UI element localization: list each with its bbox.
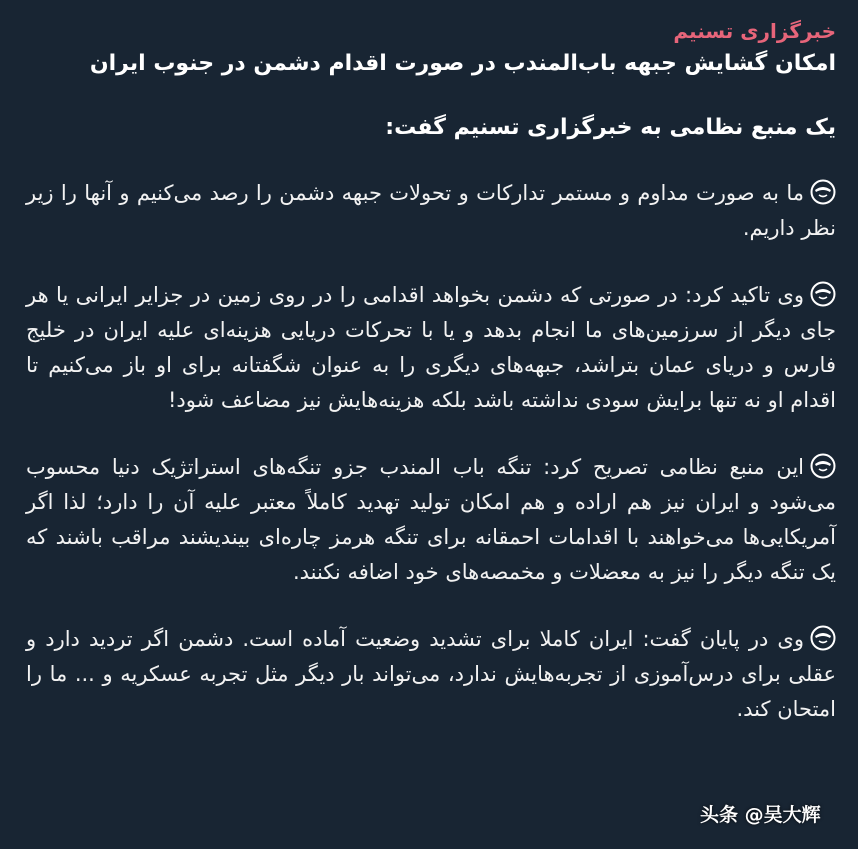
spacer bbox=[26, 144, 836, 176]
spacer bbox=[26, 418, 836, 450]
paragraph-text: این منبع نظامی تصریح کرد: تنگه باب المندب جزو تنگه‌های استراتژیک دنیا محسوب می‌شود و ایران نیز هم اراده و هم امکان تولید تهدید کاملاً معتبر علیه آن را دارد؛ لذا اگر آمریکایی‌ها می‌خواهند با اقدامات احمقانه برای تنگه هرمز چاره‌ای بیندیشند مراقب باشند که یک تنگه دیگر را نیز به معضلات و مخمصه‌های خود اضافه نکنند. bbox=[26, 455, 836, 584]
post-headline: امکان گشایش جبهه باب‌المندب در صورت اقدام دشمن در جنوب ایران bbox=[89, 51, 836, 76]
paragraph-text: وی در پایان گفت: ایران کاملا برای تشدید وضعیت آماده است. دشمن اگر تردید دارد و عقلی برای درس‌آموزی از تجربه‌هایش ندارد، می‌تواند بار دیگر مثل تجربه عسکریه و ... ما را امتحان کند. bbox=[26, 627, 836, 721]
spacer bbox=[26, 80, 836, 112]
paragraph-3 bbox=[26, 450, 836, 590]
soldier-emoji-icon bbox=[810, 179, 836, 205]
paragraph-2 bbox=[26, 278, 836, 418]
paragraph-4 bbox=[26, 622, 836, 727]
spacer bbox=[26, 590, 836, 622]
soldier-emoji-icon bbox=[810, 453, 836, 479]
sender-name[interactable]: خبرگزاری تسنیم bbox=[673, 19, 836, 43]
paragraph-1 bbox=[26, 176, 836, 246]
paragraph-text: ما به صورت مداوم و مستمر تدارکات و تحولات جبهه دشمن را رصد می‌کنیم و آنها را زیر نظر داریم. bbox=[26, 181, 836, 240]
paragraph-text: وی تاکید کرد: در صورتی که دشمن بخواهد اقدامی را در روی زمین در جزایر ایرانی یا هر جای دیگر از سرزمین‌های ما انجام بدهد و یا با تحرکات دریایی هزینه‌ای علیه ایران در خلیج فارس و دریای عمان بتراشد، جبهه‌های دیگری را به عنوان شگفتانه برای او باز می‌کنیم تا اقدام او نه تنها برایش سودی نداشته باشد بلکه هزینه‌هایش نیز مضاعف شود! bbox=[26, 283, 836, 412]
spacer bbox=[26, 246, 836, 278]
watermark: 头条 @吴大辉 bbox=[700, 804, 821, 826]
source-line: یک منبع نظامی به خبرگزاری تسنیم گفت: bbox=[385, 115, 836, 140]
soldier-emoji-icon bbox=[810, 281, 836, 307]
soldier-emoji-icon bbox=[810, 625, 836, 651]
